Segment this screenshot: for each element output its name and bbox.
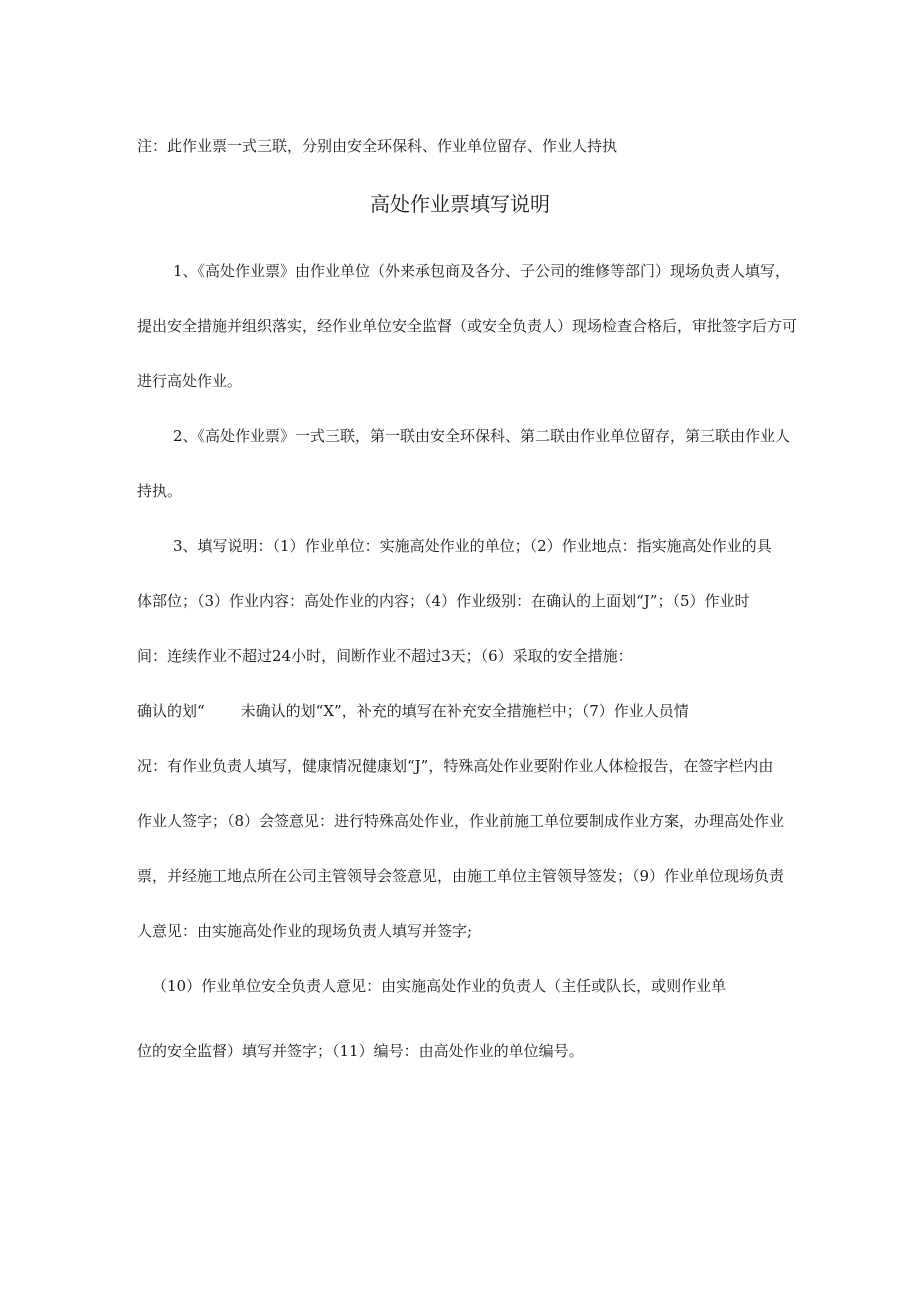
- page-title: 高处作业票填写说明: [370, 192, 550, 216]
- paragraph-1-line-2: 提出安全措施并组织落实，经作业单位安全监督（或安全负责人）现场检查合格后，审批签字后方可: [137, 317, 798, 335]
- paragraph-2-line-2: 持执。: [137, 482, 183, 500]
- paragraph-3-line-2: 体部位；（3）作业内容：高处作业的内容；（4）作业级别：在确认的上面划“J”；（5）作业时: [137, 592, 750, 610]
- note-line: 注：此作业票一式三联，分别由安全环保科、作业单位留存、作业人持执: [137, 137, 618, 155]
- paragraph-3-line-3: 间：连续作业不超过24小时，间断作业不超过3天；（6）采取的安全措施：: [137, 647, 633, 665]
- paragraph-3-line-1: 3、填写说明：（1）作业单位：实施高处作业的单位；（2）作业地点：指实施高处作业的具: [173, 537, 772, 555]
- paragraph-3-line-6: 作业人签字；（8）会签意见：进行特殊高处作业，作业前施工单位要制成作业方案，办理高处作业: [137, 812, 785, 830]
- paragraph-3-line-8: 人意见：由实施高处作业的现场负责人填写并签字;: [137, 922, 473, 940]
- paragraph-3-line-7: 票，并经施工地点所在公司主管领导会签意见，由施工单位主管领导签发；（9）作业单位现场负责: [137, 867, 785, 885]
- paragraph-4-line-1: （10）作业单位安全负责人意见：由实施高处作业的负责人（主任或队长，或则作业单: [152, 977, 727, 995]
- paragraph-4-line-2: 位的安全监督）填写并签字；（11）编号：由高处作业的单位编号。: [137, 1042, 584, 1060]
- paragraph-1-line-3: 进行高处作业。: [137, 372, 243, 390]
- paragraph-3-line-5: 况：有作业负责人填写，健康情况健康划“J”，特殊高处作业要附作业人体检报告，在签字栏内由: [137, 757, 774, 775]
- paragraph-3-line-4: [137, 701, 689, 721]
- confirm-mark-text: 确认的划“: [137, 702, 205, 720]
- paragraph-2-line-1: 2、《高处作业票》一式三联，第一联由安全环保科、第二联由作业单位留存，第三联由作业人: [173, 427, 791, 445]
- paragraph-1-line-1: 1、《高处作业票》由作业单位（外来承包商及各分、子公司的维修等部门）现场负责人填写，: [173, 262, 791, 280]
- unconfirm-mark-text: 未确认的划“X”，补充的填写在补充安全措施栏中；（7）作业人员情: [240, 702, 689, 720]
